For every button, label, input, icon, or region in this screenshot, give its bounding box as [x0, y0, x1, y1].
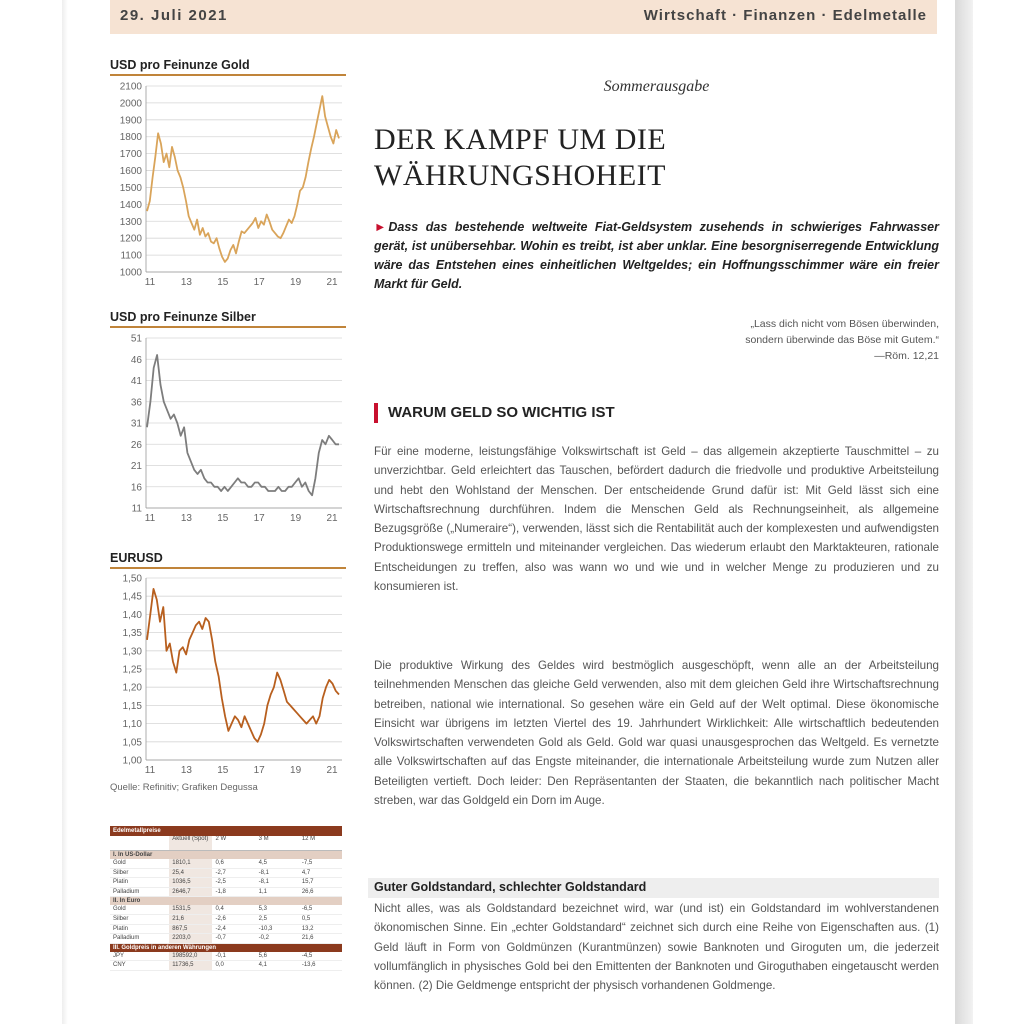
headline-line-2: WÄHRUNGSHOHEIT — [374, 159, 666, 192]
table-col-header: Aktuell (Spot) — [169, 836, 212, 850]
x-tick-label: 11 — [144, 513, 156, 524]
table-cell: 26,6 — [301, 888, 314, 895]
table-section-other: III. Goldpreis in anderen Währungen — [110, 944, 342, 952]
header-bar — [110, 0, 937, 34]
y-tick-label: 1100 — [120, 250, 142, 262]
x-tick-label: 17 — [253, 765, 265, 776]
table-cell: -0,2 — [258, 935, 269, 942]
eurusd-chart — [110, 572, 346, 778]
y-tick-label: 26 — [130, 439, 142, 451]
gold-chart-title: USD pro Feinunze Gold — [110, 58, 250, 72]
price-table — [110, 826, 342, 971]
table-section-eur: II. In Euro — [110, 897, 342, 905]
x-tick-label: 11 — [144, 277, 156, 288]
lead-paragraph — [374, 218, 939, 294]
document-page — [68, 0, 955, 1024]
table-cell: -13,6 — [301, 962, 316, 969]
x-tick-label: 15 — [217, 765, 229, 776]
x-tick-label: 17 — [253, 513, 265, 524]
y-tick-label: 36 — [130, 397, 142, 409]
quote-line-2: sondern überwinde das Böse mit Gutem.“ — [745, 334, 939, 346]
y-tick-label: 1,50 — [122, 573, 142, 585]
y-tick-label: 46 — [130, 354, 142, 366]
table-cell: 15,7 — [301, 879, 314, 886]
silver-price-chart — [110, 332, 346, 526]
table-cell: -4,5 — [301, 952, 313, 959]
table-cell: Silber — [113, 869, 129, 876]
triangle-marker-icon: ► — [374, 220, 387, 234]
x-tick-label: 15 — [217, 277, 229, 288]
y-tick-label: 31 — [130, 418, 142, 430]
y-tick-label: 1300 — [119, 216, 142, 228]
page-shadow-right — [955, 0, 973, 1024]
table-cell: 0,4 — [215, 906, 224, 913]
table-cell: -2,7 — [215, 869, 226, 876]
table-row — [110, 915, 342, 925]
table-cell: JPY — [113, 952, 125, 959]
eurusd-chart-rule — [110, 567, 346, 569]
table-row — [110, 925, 342, 935]
table-cell: 13,2 — [301, 925, 314, 932]
y-tick-label: 1700 — [119, 149, 142, 161]
table-row — [110, 961, 342, 971]
y-tick-label: 41 — [130, 376, 142, 387]
y-tick-label: 1,20 — [122, 682, 142, 694]
table-cell: 2646,7 — [169, 888, 212, 897]
table-cell: 5,6 — [258, 952, 267, 959]
table-cell: 2203,0 — [169, 934, 212, 943]
table-cell: Silber — [113, 915, 129, 922]
subheading-box — [368, 878, 939, 898]
silver-chart-rule — [110, 326, 346, 328]
table-cell: 4,5 — [258, 860, 267, 866]
quote-source: —Röm. 12,21 — [874, 350, 939, 362]
series-line — [147, 589, 339, 742]
y-tick-label: 1,35 — [122, 628, 142, 640]
issue-date: 29. Juli 2021 — [120, 7, 228, 24]
table-cell: -8,1 — [258, 869, 269, 876]
table-title: Edelmetallpreise — [110, 826, 342, 836]
y-tick-label: 2000 — [119, 98, 142, 110]
y-tick-label: 1,00 — [122, 755, 142, 767]
x-tick-label: 11 — [144, 765, 156, 776]
bible-quote — [608, 316, 939, 364]
table-row — [110, 859, 342, 869]
y-tick-label: 1400 — [119, 199, 142, 211]
y-tick-label: 1000 — [119, 267, 142, 279]
table-cell: Platin — [113, 879, 129, 886]
x-tick-label: 21 — [326, 277, 338, 288]
y-tick-label: 1,10 — [122, 719, 142, 731]
y-tick-label: 1,40 — [122, 609, 142, 621]
source-note: Quelle: Refinitiv; Grafiken Degussa — [110, 782, 258, 793]
table-cell: Palladium — [113, 935, 140, 942]
y-tick-label: 1200 — [119, 233, 142, 245]
table-cell: 0,0 — [215, 962, 224, 969]
y-tick-label: 1800 — [119, 132, 142, 144]
x-tick-label: 19 — [290, 765, 302, 776]
table-cell: Platin — [113, 925, 129, 932]
table-cell: CNY — [113, 962, 126, 969]
table-cell: -6,5 — [301, 906, 313, 913]
table-cell: 0,5 — [301, 915, 311, 922]
body-paragraph-1: Für eine moderne, leistungsfähige Volkswirtschaft ist Geld – das allgemein akzeptierte Tauschmittel – zu unverzichtbar. Geld erleichtert das Tauschen, befördert dadurch die friedvolle und produktive Arbeitsteilung und hebt den Wohlstand der Menschen. Der entscheidende Grund dafür ist: Mit Geld lässt sich eine Wirtschaftsrechnung durchführen. Indem die Menschen Geld als Rechnungseinheit, als allgemeine Bezugsgröße („Numeraire“), verwenden, lässt sich die Rentabilität auch der komplexesten und aufwendigsten Produktionswege ermitteln und miteinander vergleichen. Das wiederum erlaubt den Marktakteuren, rationale Entscheidungen zu treffen, also was wann wo und wie und in welcher Menge zu produzieren und zu konsumieren ist. — [374, 445, 939, 594]
x-tick-label: 21 — [326, 765, 338, 776]
series-line — [147, 355, 339, 495]
x-tick-label: 19 — [290, 277, 302, 288]
y-tick-label: 1900 — [119, 115, 142, 127]
table-cell: 0,6 — [215, 860, 224, 866]
table-row — [110, 888, 342, 898]
table-cell: 21,6 — [301, 935, 314, 942]
x-tick-label: 21 — [326, 513, 338, 524]
table-cell: Gold — [113, 860, 126, 866]
x-tick-label: 17 — [253, 277, 265, 288]
table-cell: -2,5 — [215, 879, 226, 886]
subheading: Guter Goldstandard, schlechter Goldstandard — [374, 880, 647, 894]
y-tick-label: 21 — [130, 461, 142, 472]
table-cell: -2,4 — [215, 925, 226, 932]
table-row — [110, 934, 342, 944]
quote-line-1: „Lass dich nicht vom Bösen überwinden, — [750, 318, 939, 330]
table-cell: 21,6 — [169, 915, 212, 924]
y-tick-label: 2100 — [119, 81, 142, 93]
silver-chart-title: USD pro Feinunze Silber — [110, 310, 256, 324]
table-cell: 198592,0 — [169, 952, 212, 961]
y-tick-label: 1500 — [119, 182, 142, 194]
table-col-header: 12 M — [301, 836, 316, 842]
table-cell: 1810,1 — [169, 859, 212, 868]
table-rows-eur — [110, 905, 342, 943]
table-col-header — [110, 836, 169, 850]
table-cell: 25,4 — [169, 869, 212, 878]
x-tick-label: 13 — [180, 765, 192, 776]
x-tick-label: 13 — [180, 277, 192, 288]
table-row — [110, 952, 342, 962]
table-cell: 1,1 — [258, 888, 267, 895]
table-row — [110, 878, 342, 888]
table-cell: 867,5 — [169, 925, 212, 934]
table-rows-usd — [110, 859, 342, 897]
table-cell: -0,7 — [215, 935, 226, 942]
series-line — [147, 96, 339, 262]
table-cell: -0,1 — [215, 952, 226, 959]
gold-price-chart — [110, 80, 346, 290]
table-cell: Palladium — [113, 888, 140, 895]
table-cell: 4,1 — [258, 962, 267, 969]
table-cell: 4,7 — [301, 869, 311, 876]
table-cell: 1036,5 — [169, 878, 212, 887]
y-tick-label: 1,30 — [122, 646, 142, 658]
lead-text: Dass das bestehende weltweite Fiat-Geldsystem zusehends in schwieriges Fahrwasser gerät, ist unübersehbar. Wohin es treibt, ist aber unklar. Eine besorgniserregende Entwicklung wäre das Entstehen eines einheitlichen Weltgeldes; ein Hoffnungsschimmer wäre ein freier Markt für Geld. — [374, 220, 939, 291]
table-cell: -8,1 — [258, 879, 269, 886]
table-rows-other — [110, 952, 342, 971]
rubric: Wirtschaft · Finanzen · Edelmetalle — [643, 7, 927, 24]
x-tick-label: 19 — [290, 513, 302, 524]
y-tick-label: 1,15 — [122, 700, 142, 712]
gold-chart-rule — [110, 74, 346, 76]
y-tick-label: 1,05 — [122, 737, 142, 749]
table-cell: 1531,5 — [169, 905, 212, 914]
table-header-row — [110, 836, 342, 851]
table-row — [110, 869, 342, 879]
y-tick-label: 51 — [130, 333, 142, 345]
section-title: WARUM GELD SO WICHTIG IST — [388, 404, 615, 421]
headline-line-1: DER KAMPF UM DIE — [374, 123, 667, 156]
section-accent-bar — [374, 403, 378, 423]
y-tick-label: 11 — [131, 503, 142, 515]
y-tick-label: 1600 — [119, 166, 142, 178]
table-cell: 5,3 — [258, 906, 267, 913]
table-cell: -10,3 — [258, 925, 273, 932]
body-paragraph-2: Die produktive Wirkung des Geldes wird bestmöglich ausgeschöpft, wenn alle an der Arbeitsteilung teilnehmenden Menschen das gleiche Geld verwenden, also mit dem gleichen Geld ihre Wirtschaftsrechnung betreiben, national wie international. So gesehen wäre ein Geld auf der Welt optimal. Diese ökonomische Einsicht war übrigens im letzten Viertel des 19. Jahrhundert Wirklichkeit: Alle wirtschaftlich bedeutenden Volkswirtschaften verwendeten Gold als Geld. Gold war quasi unausgesprochen das Weltgeld. Es vernetzte alle Volkswirtschaften auf das Engste miteinander, die internationale Arbeitsteilung wurde zum Nutzen aller Beteiligten vertieft. Doch leider: Den Repräsentanten der Staaten, die bekanntlich nach politischer Macht streben, war das Goldgeld ein Dorn im Auge. — [374, 659, 939, 808]
table-cell: -7,5 — [301, 860, 313, 866]
body-paragraph-3: Nicht alles, was als Goldstandard bezeichnet wird, war (und ist) ein Goldstandard im wohlverstandenen ökonomischen Sinne. Ein „echter Goldstandard“ zeichnet sich durch eine Reihe von Eigenschaften aus. (1) Geld läuft in Form von Goldmünzen (Kurantmünzen) sowie Banknoten und Giroguten um, die jederzeit vollumfänglich in physisches Gold bei den Emittenten der Banknoten und Giroguthaben eingetauscht werden können. (2) Die Geldmenge entspricht der physisch vorhandenen Goldmenge. — [374, 902, 939, 993]
table-cell: Gold — [113, 906, 126, 913]
x-tick-label: 13 — [180, 513, 192, 524]
y-tick-label: 1,45 — [122, 591, 142, 603]
eurusd-chart-title: EURUSD — [110, 551, 163, 565]
table-cell: 2,5 — [258, 915, 267, 922]
table-cell: -1,8 — [215, 888, 226, 895]
section-heading — [374, 403, 939, 423]
table-col-header: 2 W — [215, 836, 227, 842]
x-tick-label: 15 — [217, 513, 229, 524]
y-tick-label: 1,25 — [122, 664, 142, 676]
table-col-header: 3 M — [258, 836, 269, 842]
y-tick-label: 16 — [130, 482, 142, 494]
table-row — [110, 905, 342, 915]
table-cell: -2,6 — [215, 915, 226, 922]
kicker: Sommerausgabe — [603, 78, 710, 95]
table-cell: 11736,5 — [169, 961, 212, 970]
headline — [374, 122, 939, 194]
table-section-usd: I. In US-Dollar — [110, 851, 342, 859]
